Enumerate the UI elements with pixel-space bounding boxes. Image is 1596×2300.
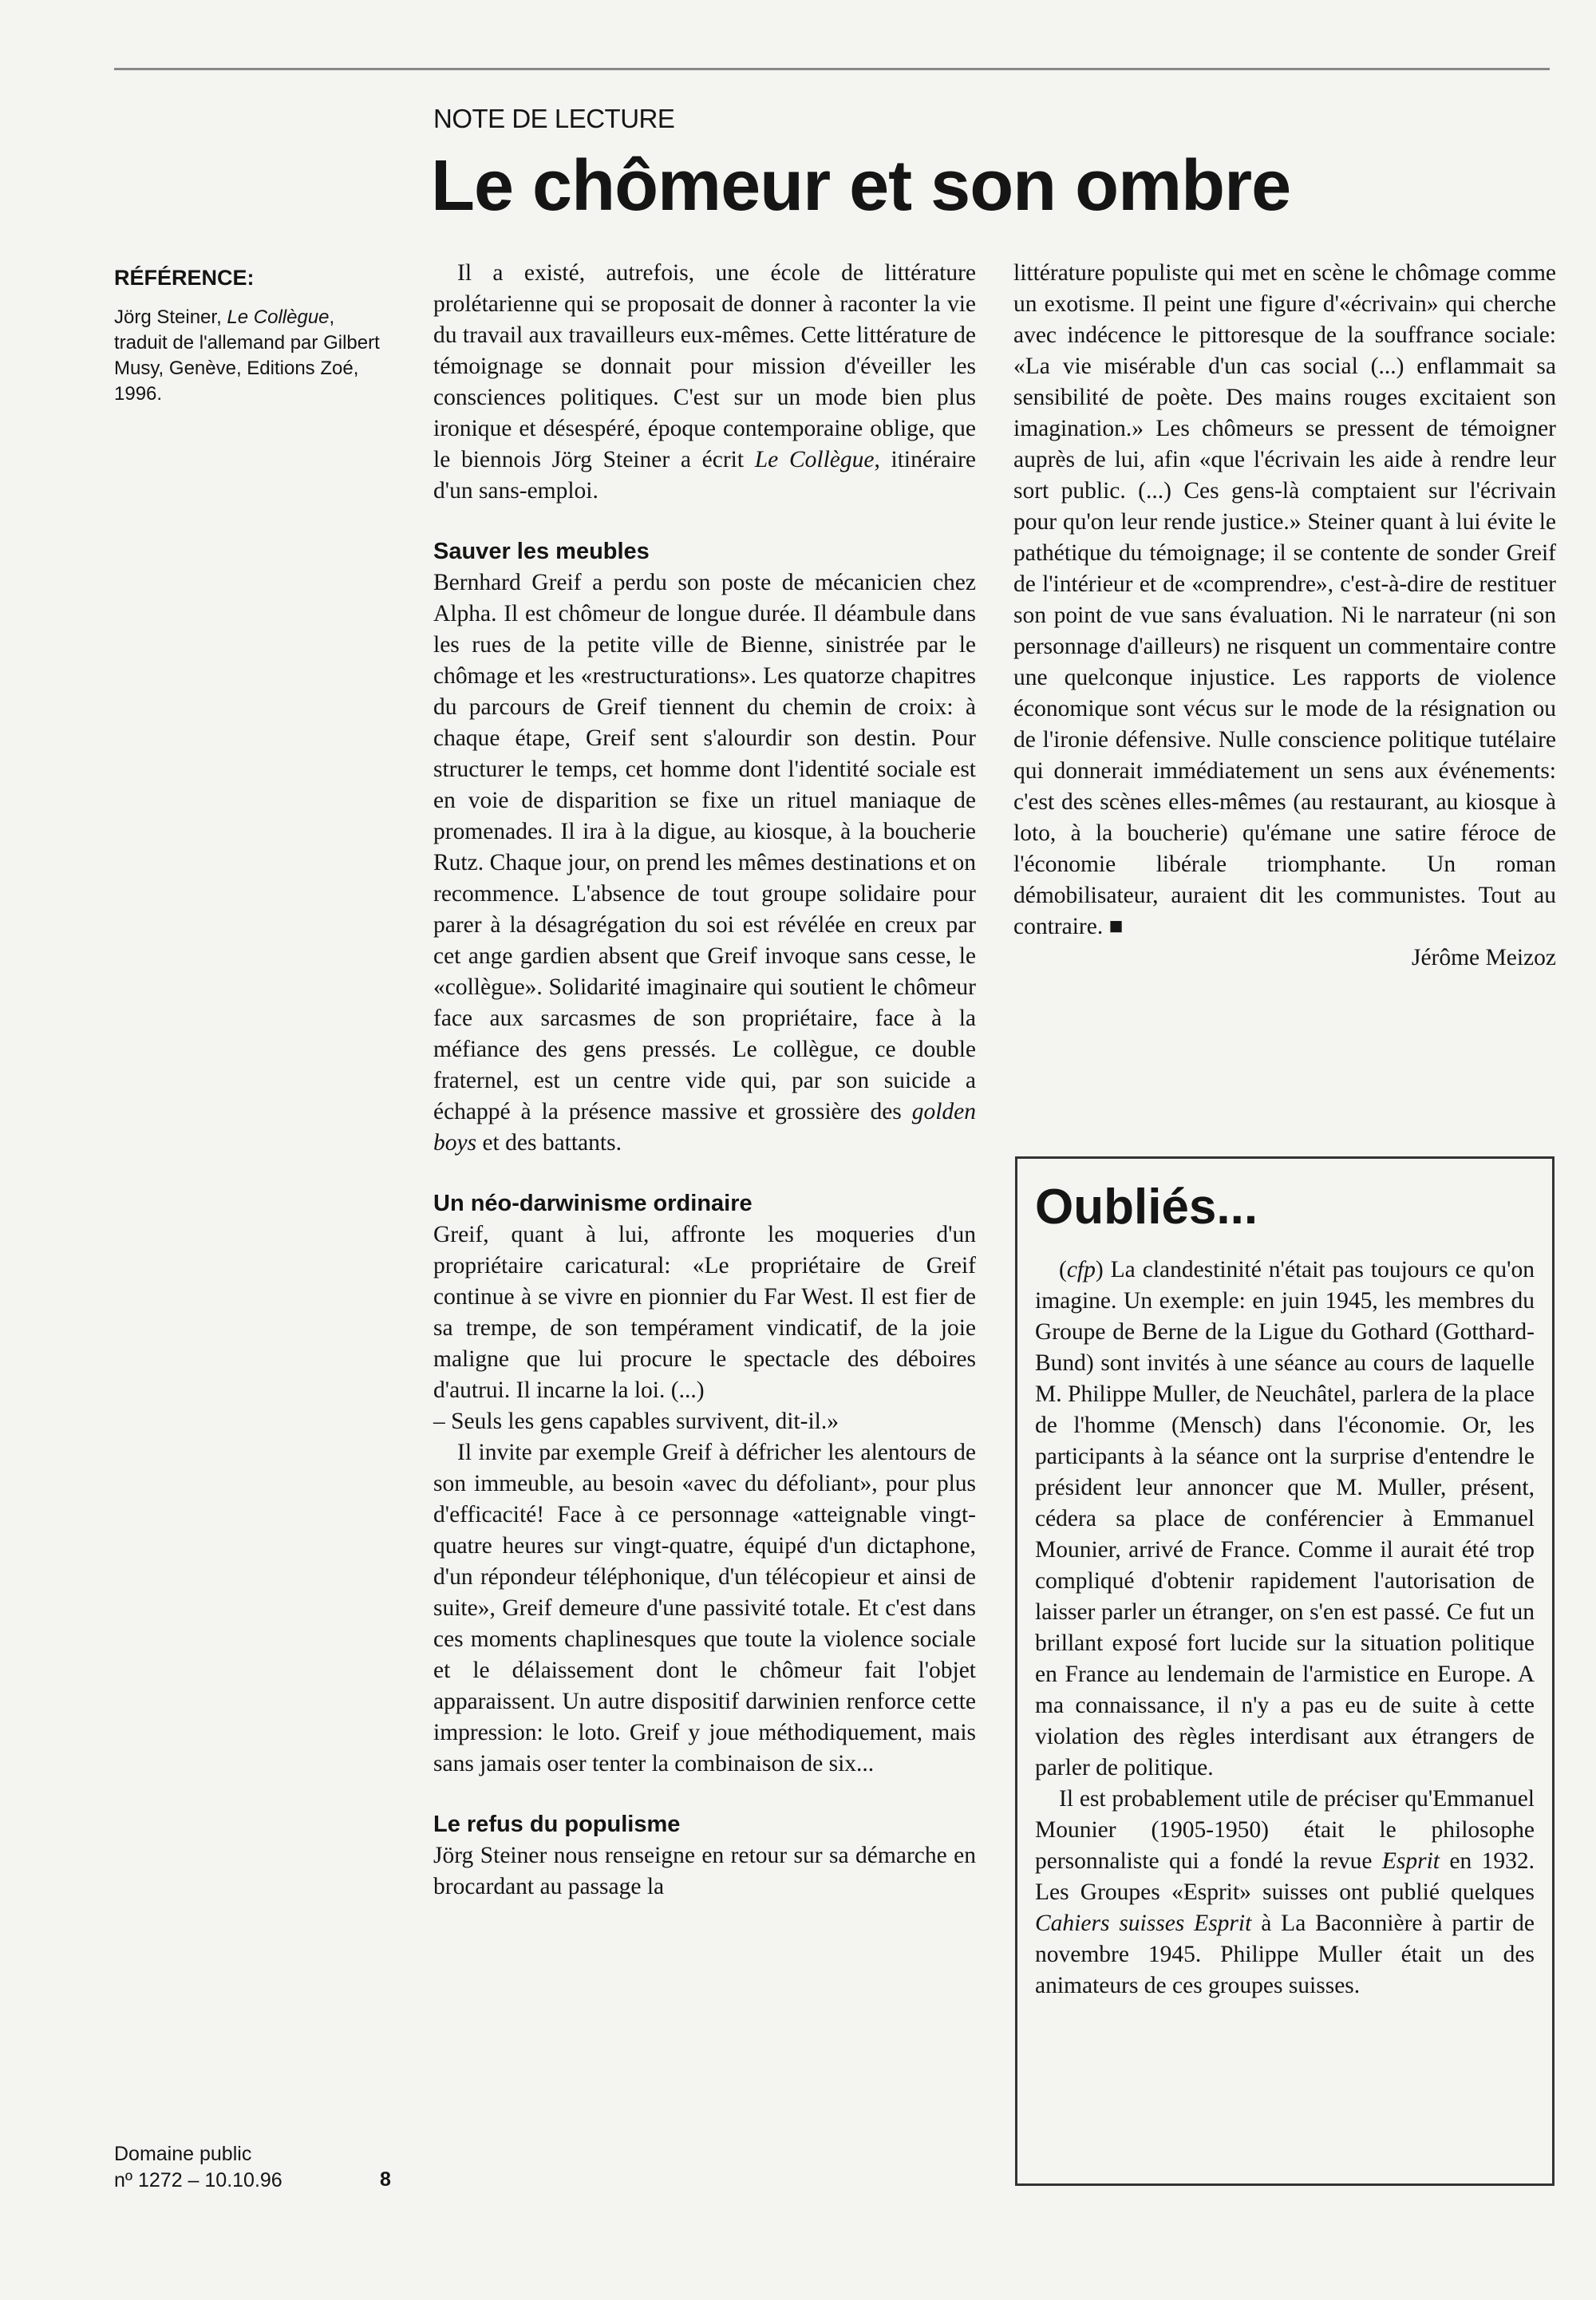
publication-footer (114, 2141, 282, 2194)
publication-issue: nº 1272 – 10.10.96 (114, 2169, 282, 2191)
section-1-paragraph (433, 567, 976, 1159)
top-rule (114, 68, 1550, 70)
article-column-1 (433, 258, 976, 1903)
intro-text: Il a existé, autrefois, une école de littérature prolétarienne qui se proposait de donner à raconter la vie du travail aux travailleurs eux-mêmes. Cette littérature de témoignage se donnait pour mission d'éveiller les consciences politiques. C'est sur un mode bien plus ironique et désespéré, époque contemporaine oblige, que le biennois Jörg Steiner a écrit (433, 260, 976, 472)
intro-text-end: , itinéraire d'un sans-emploi. (433, 447, 976, 504)
section-2-paragraph-3: Il invite par exemple Greif à défricher les alentours de son immeuble, au besoin «avec du défoliant», pour plus d'efficacité! Face à ce personnage «atteignable vingt-quatre heures sur vingt-quatre, équipé d'un dictaphone, d'un répondeur téléphonique, d'un télécopieur et ainsi de suite», Greif demeure d'une passivité totale. Et c'est dans ces moments chaplinesques que toute la violence sociale et le délaissement dont le chômeur fait l'objet apparaissent. Un autre dispositif darwinien renforce cette impression: le loto. Greif y joue méthodiquement, mais sans jamais oser tenter la combinaison de six... (433, 1440, 976, 1776)
section-kicker: NOTE DE LECTURE (433, 104, 675, 133)
box-p2-text-c: à La Baconnière à partir de novembre 1945. Philippe Muller était un des animateurs de ces groupes suisses. (1035, 1911, 1535, 1998)
article-title: Le chômeur et son ombre (431, 146, 1291, 226)
page-number: 8 (380, 2168, 391, 2191)
section-1-text-end: et des battants. (476, 1130, 622, 1156)
sidebar-box-oublies (1015, 1156, 1555, 2186)
intro-paragraph (433, 258, 976, 507)
box-paragraph-2 (1035, 1784, 1535, 2002)
reference-text (114, 305, 381, 407)
section-3-paragraph-start (433, 1840, 976, 1903)
reference-book-title: Le Collègue (227, 306, 330, 328)
end-mark: ■ (1108, 914, 1124, 939)
box-title: Oubliés... (1035, 1180, 1258, 1235)
box-p2-esprit: Esprit (1381, 1848, 1440, 1874)
section-3-text-start: Jörg Steiner nous renseigne en retour sur sa démarche en brocardant au passage la (433, 1843, 976, 1899)
reference-label: RÉFÉRENCE: (114, 266, 255, 290)
box-p2-cahiers: Cahiers suisses Esprit (1035, 1911, 1252, 1936)
box-paragraph-1: (cfp) La clandestinité n'était pas toujours ce qu'on imagine. Un exemple: en juin 1945, les membres du Groupe de Berne de la Ligue du Gothard (Gotthard-Bund) sont invités à une séance au cours de laquelle M. Philippe Muller, de Neuchâtel, parlera de la place de l'homme (Mensch) dans l'économie. Or, les participants à la séance ont la surprise d'entendre le président leur annoncer que M. Muller, présent, cédera sa place de conférencier à Emmanuel Mounier, arrivé de France. Comme il aurait été trop compliqué d'obtenir rapidement l'autorisation de laisser parler un étranger, on s'en est passé. Ce fut un brillant exposé fort lucide sur la situation politique en France au lendemain de l'armistice en Europe. A ma connaissance, il n'y a pas eu de suite à cette violation des règles interdisant aux étrangers de parler de politique. (1035, 1257, 1535, 1780)
box-p2-text-b: en 1932. Les Groupes «Esprit» suisses ont publié quelques (1035, 1848, 1535, 1905)
box-text (1035, 1255, 1535, 2002)
article-column-2 (1013, 258, 1556, 974)
section-heading-3: Le refus du populisme (433, 1812, 681, 1837)
box-initials: cfp (1066, 1257, 1096, 1282)
reference-sidebar (114, 266, 381, 407)
section-2-paragraph-2: – Seuls les gens capables survivent, dit-il.» (433, 1409, 839, 1434)
reference-details: , traduit de l'allemand par Gilbert Musy, Genève, Editions Zoé, 1996. (114, 306, 380, 405)
box-p2-text-a: Il est probablement utile de préciser qu'Emmanuel Mounier (1905-1950) était le philosophe personnaliste qui a fondé la revue (1035, 1786, 1535, 1874)
section-3-paragraph-cont (1013, 258, 1556, 943)
section-3-text-cont: littérature populiste qui met en scène le chômage comme un exotisme. Il peint une figure d'«écrivain» qui cherche avec indécence le pittoresque de la souffrance sociale: «La vie misérable d'un cas social (...) enflammait sa sensibilité de poète. Des mains rouges excitaient son imagination.» Les chômeurs se pressent de témoigner auprès de lui, afin «que l'écrivain les aide à rendre leur sort public. (...) Ces gens-là comptaient sur l'écrivain pour qu'on leur rende justice.» Steiner quant à lui évite le pathétique du témoignage; il se contente de sonder Greif de l'intérieur et de «comprendre», c'est-à-dire de restituer son point de vue sans évaluation. Ni le narrateur (ni son personnage d'ailleurs) ne risquent un commentaire contre une quelconque injustice. Les rapports de violence économique sont vécus sur le mode de la résignation ou de l'ironie défensive. Nulle conscience politique tutélaire qui donnerait immédiatement un sens aux événements: c'est des scènes elles-mêmes (au restaurant, au kiosque à loto, à la boucherie) qu'émane une satire féroce de l'économie libérale triomphante. Un roman démobilisateur, auraient dit les communistes. Tout au contraire. (1013, 260, 1556, 939)
section-heading-2: Un néo-darwinisme ordinaire (433, 1191, 753, 1216)
section-1-emphasis: golden boys (433, 1099, 976, 1156)
section-heading-1: Sauver les meubles (433, 539, 650, 564)
intro-book-title: Le Collègue (754, 447, 875, 472)
reference-author: Jörg Steiner, (114, 306, 227, 328)
section-2-paragraph-1: Greif, quant à lui, affronte les moqueries d'un propriétaire caricatural: «Le propriétaire de Greif continue à se vivre en pionnier du Far West. Il est fier de sa trempe, de son tempérament vindicatif, de la joie maligne que lui procure le spectacle des déboires d'autrui. Il incarne la loi. (...) (433, 1222, 976, 1403)
publication-name: Domaine public (114, 2143, 252, 2165)
box-paragraph-1-text: La clandestinité n'était pas toujours ce qu'on imagine. Un exemple: en juin 1945, les membres du Groupe de Berne de la Ligue du Gothard (Gotthard-Bund) sont invités à une séance au cours de laquelle M. Philippe Muller, de Neuchâtel, parlera de la place de l'homme (Mensch) dans l'économie. Or, les participants à la séance ont la surprise d'entendre le président leur annoncer que M. Muller, présent, cédera sa place de conférencier à Emmanuel Mounier, arrivé de France. Comme il aurait été trop compliqué d'obtenir rapidement l'autorisation de laisser parler un étranger, on s'en est passé. Ce fut un brillant exposé fort lucide sur la situation politique en France au lendemain de l'armistice en Europe. A ma connaissance, il n'y a pas eu de suite à cette violation des règles interdisant aux étrangers de parler de politique. (1035, 1257, 1535, 1780)
article-author: Jérôme Meizoz (1411, 945, 1556, 970)
section-1-text: Bernhard Greif a perdu son poste de mécanicien chez Alpha. Il est chômeur de longue durée. Il déambule dans les rues de la petite ville de Bienne, sinistrée par le chômage et les «restructurations». Les quatorze chapitres du parcours de Greif tiennent du chemin de croix: à chaque étape, Greif sent s'alourdir son destin. Pour structurer le temps, cet homme dont l'identité sociale est en voie de disparition se fixe un rituel maniaque de promenades. Il ira à la digue, au kiosque, à la boucherie Rutz. Chaque jour, on prend les mêmes destinations et on recommence. L'absence de tout groupe solidaire pour parer à la désagrégation du soi est révélée en creux par cet ange gardien absent que Greif invoque sans cesse, le «collègue». Solidarité imaginaire qui soutient le chômeur face aux sarcasmes de son propriétaire, face à la méfiance des gens pressés. Le collègue, ce double fraternel, est un centre vide qui, par son suicide a échappé à la présence massive et grossière des (433, 570, 976, 1124)
